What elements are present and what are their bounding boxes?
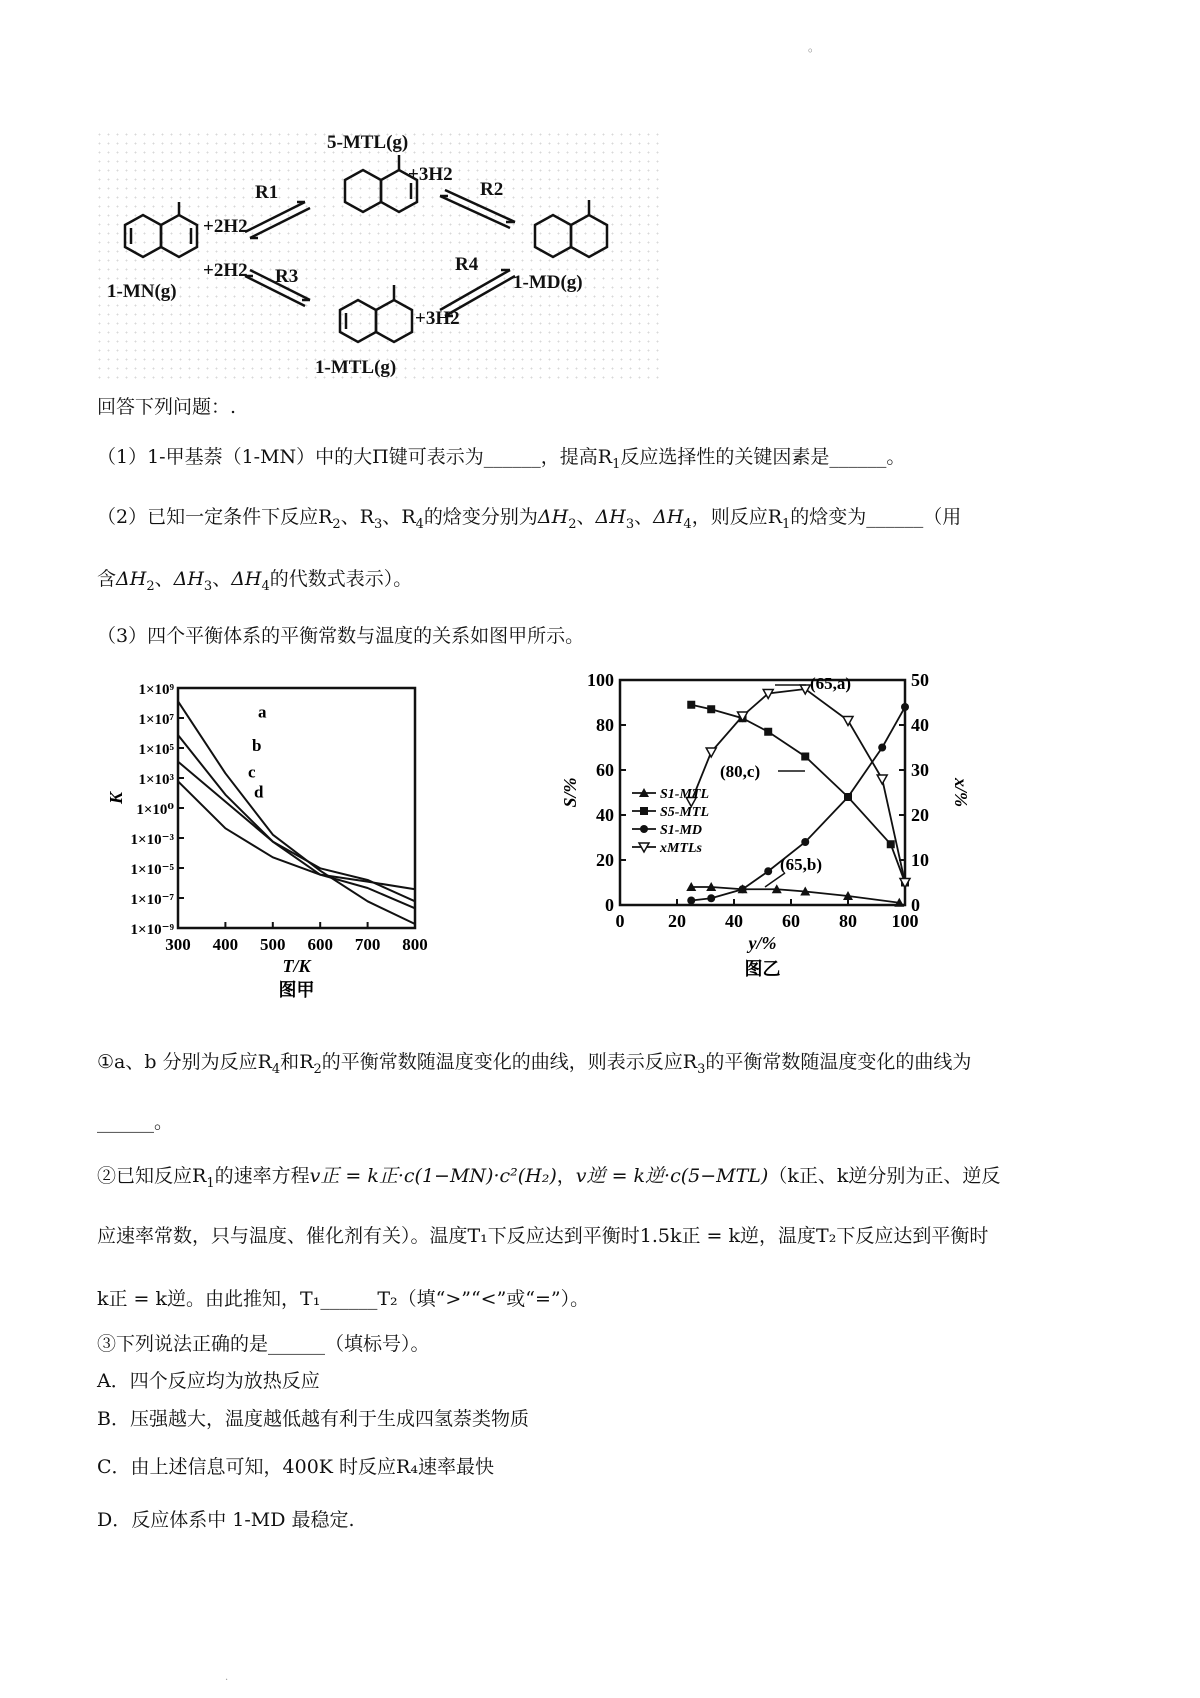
point-S5-MTL xyxy=(687,701,695,709)
mtl1-label: 1-MTL(g) xyxy=(315,357,397,378)
footer-mark: . xyxy=(225,1672,229,1683)
q2-r2: R xyxy=(318,506,333,528)
question-1 xyxy=(97,443,905,474)
q32-comma: ， xyxy=(556,1165,576,1187)
q2-r1: R xyxy=(767,506,783,528)
mtl5-label: 5-MTL(g) xyxy=(327,132,409,153)
question-2-line1: （2）已知一定条件下反应$R_2$、$R_3$、$R_4$的焓变分别为$\Delta H_2$、$\Delta H_3$、$\Delta H_4$，则反应$R_1$的焓变为______（用 xyxy=(97,506,962,532)
y2-tick-label: 30 xyxy=(911,760,929,780)
q31-and: 和 xyxy=(280,1051,300,1073)
x-tick-label: 40 xyxy=(725,911,743,931)
option-d: D．反应体系中 1-MD 最稳定. xyxy=(97,1509,355,1531)
y2-tick-label: 50 xyxy=(911,670,929,690)
top-mark: 。 xyxy=(808,40,821,54)
point-S5-MTL xyxy=(764,728,772,736)
q1-post: 反应选择性的关键因素是______。 xyxy=(620,446,906,468)
y-axis-label: K xyxy=(106,791,126,805)
question-3-intro: （3）四个平衡体系的平衡常数与温度的关系如图甲所示。 xyxy=(97,625,585,647)
annotation: (65,b) xyxy=(780,855,823,874)
y-tick-label: 1×10⁵ xyxy=(138,742,174,758)
annotation: (65,a) xyxy=(810,674,852,693)
chart-jia-svg xyxy=(106,668,490,1018)
q2-sep2: 、 xyxy=(382,506,402,528)
x-tick-label: 60 xyxy=(782,911,800,931)
x-tick-label: 600 xyxy=(307,935,333,954)
point-S5-MTL xyxy=(707,705,715,713)
chart-jia xyxy=(106,668,490,1018)
x-axis-label: y/% xyxy=(748,933,777,953)
q2-line2-pre: 含 xyxy=(97,568,117,590)
q31-r4: R xyxy=(257,1051,272,1073)
series-line-d xyxy=(178,781,415,889)
series-label-b: b xyxy=(252,735,262,755)
x-tick-label: 400 xyxy=(212,935,239,954)
x-tick-label: 700 xyxy=(354,935,381,954)
y-tick-label: 20 xyxy=(596,850,614,870)
point-S1-MD xyxy=(901,703,909,711)
option-b: B．压强越大，温度越低越有利于生成四氢萘类物质 xyxy=(97,1408,529,1430)
point-S1-MD xyxy=(878,744,886,752)
point-S1-MD xyxy=(844,793,852,801)
q32-tail: （k正、k逆分别为正、逆反 xyxy=(768,1165,1001,1187)
q31-r3-sub: 3 xyxy=(697,1062,706,1077)
q1-r: R xyxy=(597,446,613,468)
x-tick-label: 100 xyxy=(891,911,919,931)
q2-mid: 的焓变分别为 xyxy=(423,506,538,528)
y-tick-label: 1×10⁻³ xyxy=(130,832,174,848)
q2-dh4-sub: 4 xyxy=(683,517,692,532)
q2-sep1: 、 xyxy=(340,506,360,528)
mtl5-structure xyxy=(345,155,417,212)
question-3-1-blank: ______。 xyxy=(97,1111,174,1133)
md-structure xyxy=(535,200,607,257)
q31-r3: R xyxy=(682,1051,698,1073)
y-tick-label: 1×10⁻⁹ xyxy=(130,922,174,938)
r2-label: R2 xyxy=(480,179,504,200)
mn-structure xyxy=(125,202,197,257)
q2-dh4: ΔH xyxy=(653,506,684,528)
point-xMTLs xyxy=(706,748,716,757)
r4-label: R4 xyxy=(455,254,479,275)
point-S1-MD xyxy=(687,897,695,905)
x-tick-label: 300 xyxy=(165,935,191,954)
q2-dh3: ΔH xyxy=(595,506,626,528)
y-tick-label: 80 xyxy=(596,715,614,735)
q2-dh2: ΔH xyxy=(537,506,569,528)
y2-axis-label: x/% xyxy=(951,778,971,807)
q31-r4-sub: 4 xyxy=(271,1062,281,1077)
reaction-scheme-svg xyxy=(95,130,665,385)
y-tick-label: 1×10⁻⁵ xyxy=(130,862,174,878)
point-S5-MTL xyxy=(801,753,809,761)
y2-tick-label: 40 xyxy=(911,715,929,735)
question-3-2-line1 xyxy=(97,1162,1000,1193)
chart-yi-svg xyxy=(560,665,990,1020)
series-line-c xyxy=(178,762,415,902)
y2-tick-label: 10 xyxy=(911,850,929,870)
h2-top-left: +2H2 xyxy=(203,216,248,237)
q31-mid: 的平衡常数随温度变化的曲线，则表示反应 xyxy=(321,1051,683,1073)
series-line-a xyxy=(178,701,415,924)
legend-marker-S1-MD xyxy=(640,825,648,833)
y-tick-label: 60 xyxy=(596,760,614,780)
legend-label-S1-MD: S1-MD xyxy=(660,823,703,838)
q2-r2-sub: 2 xyxy=(332,517,341,532)
question-2-line2: 含$\Delta H_2$、$\Delta H_3$、$\Delta H_4$的代数式表示）。 xyxy=(97,568,413,594)
point-S5-MTL xyxy=(887,840,895,848)
q32-eq2: v逆 = k逆·c(5−MTL) xyxy=(575,1165,769,1187)
q32-mid: 的速率方程 xyxy=(214,1165,310,1187)
question-3-2-line3: k正 = k逆。由此推知，T₁______T₂（填“>”“<”或“=”）。 xyxy=(97,1288,590,1310)
x-tick-label: 80 xyxy=(839,911,857,931)
q2-dh2-sub: 2 xyxy=(568,517,577,532)
y-tick-label: 0 xyxy=(605,895,614,915)
chart-title: 图甲 xyxy=(278,980,315,1000)
h2-bot-left: +2H2 xyxy=(203,260,248,281)
point-S1-MD xyxy=(801,838,809,846)
r3-label: R3 xyxy=(275,266,299,287)
question-3-3-stem: ③下列说法正确的是______（填标号）。 xyxy=(97,1333,430,1355)
q2-r3: R xyxy=(359,506,375,528)
h2-top-right: +3H2 xyxy=(408,164,453,185)
annotation: (80,c) xyxy=(720,762,761,781)
point-S1-MD xyxy=(739,885,747,893)
mtl1-structure xyxy=(340,285,412,342)
x-axis-label: T/K xyxy=(282,956,311,976)
mn-label: 1-MN(g) xyxy=(107,281,177,302)
q2-r1-sub: 1 xyxy=(782,517,791,532)
chart-yi xyxy=(560,665,990,1020)
arrow-r1 xyxy=(245,202,310,238)
q31-tail: 的平衡常数随温度变化的曲线为 xyxy=(705,1051,972,1073)
q32-r1: R xyxy=(192,1165,207,1187)
question-3-2-line2: 应速率常数，只与温度、催化剂有关）。温度T₁下反应达到平衡时1.5k正 = k逆，温度T₂下反应达到平衡时 xyxy=(97,1225,989,1247)
q2-r4-sub: 4 xyxy=(415,517,424,532)
y-tick-label: 1×10³ xyxy=(138,772,174,788)
reaction-scheme xyxy=(95,130,665,385)
legend-label-S5-MTL: S5-MTL xyxy=(660,805,709,820)
h2-bot-right: +3H2 xyxy=(415,308,460,329)
q31-r2-sub: 2 xyxy=(313,1062,322,1077)
q1-pre: （1）1-甲基萘（1-MN）中的大Π键可表示为______，提高 xyxy=(97,446,598,468)
point-xMTLs xyxy=(877,775,887,784)
md-label: 1-MD(g) xyxy=(513,272,583,293)
q2-then: ，则反应 xyxy=(691,506,768,528)
x-tick-label: 800 xyxy=(402,935,428,954)
option-a: A．四个反应均为放热反应 xyxy=(97,1370,320,1392)
legend-marker-S5-MTL xyxy=(640,807,648,815)
option-c: C．由上述信息可知，400K 时反应R₄速率最快 xyxy=(97,1456,494,1478)
y-tick-label: 1×10⁻⁷ xyxy=(130,892,174,908)
intro-text: 回答下列问题：. xyxy=(97,396,237,418)
q31-r2: R xyxy=(299,1051,314,1073)
y-tick-label: 100 xyxy=(587,670,614,690)
y-tick-label: 1×10⁷ xyxy=(138,712,174,728)
r1-label: R1 xyxy=(255,182,279,203)
chart-title: 图乙 xyxy=(744,959,781,979)
q32-eq1: v正 = k正·c(1−MN)·c²(H₂) xyxy=(309,1165,557,1187)
series-label-c: c xyxy=(248,762,256,782)
q32-r1-sub: 1 xyxy=(206,1176,215,1191)
x-tick-label: 20 xyxy=(668,911,686,931)
x-tick-label: 500 xyxy=(260,935,286,954)
y-tick-label: 1×10⁹ xyxy=(138,682,174,698)
series-label-d: d xyxy=(254,782,264,802)
y2-tick-label: 0 xyxy=(911,895,920,915)
question-3-1 xyxy=(97,1048,971,1079)
q2-line2-tail: 的代数式表示）。 xyxy=(269,568,413,590)
point-S1-MD xyxy=(764,867,772,875)
point-S1-MD xyxy=(707,894,715,902)
y-tick-label: 40 xyxy=(596,805,614,825)
q2-r4: R xyxy=(401,506,416,528)
point-xMTLs xyxy=(843,717,853,726)
y-axis-label: S/% xyxy=(560,777,580,808)
q32-pre: ②已知反应 xyxy=(97,1165,193,1187)
q1-r-sub: 1 xyxy=(612,457,621,472)
x-tick-label: 0 xyxy=(615,911,625,931)
q31-pre: ①a、b 分别为反应 xyxy=(97,1051,258,1073)
y-tick-label: 1×10⁰ xyxy=(136,802,174,818)
q2-r3-sub: 3 xyxy=(374,517,383,532)
series-line-xMTLs xyxy=(691,689,905,883)
q2-pre: （2）已知一定条件下反应 xyxy=(97,506,319,528)
series-label-a: a xyxy=(258,702,267,722)
q2-dh3-sub: 3 xyxy=(625,517,635,532)
series-line-b xyxy=(178,735,415,908)
y2-tick-label: 20 xyxy=(911,805,929,825)
legend-label-S1-MTL: S1-MTL xyxy=(660,787,709,802)
arrow-r2 xyxy=(440,190,515,228)
q2-tail: 的焓变为______（用 xyxy=(790,506,962,528)
legend-label-xMTLs: xMTLs xyxy=(660,841,702,856)
